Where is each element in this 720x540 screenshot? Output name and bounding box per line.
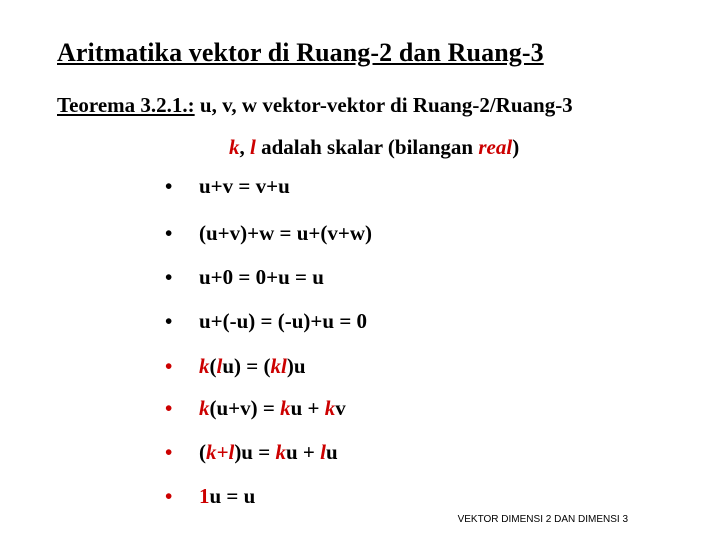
scalar-definition: [229, 135, 519, 160]
law-part: u = u: [209, 484, 256, 508]
law-text: u+0 = 0+u = u: [199, 265, 324, 289]
law-item: [165, 174, 665, 204]
law-part: k: [280, 396, 291, 420]
law-text: [199, 354, 306, 379]
law-part: k: [199, 354, 210, 378]
law-part: 1: [199, 484, 210, 508]
law-text: [199, 396, 346, 421]
theorem-label: Teorema 3.2.1.:: [57, 93, 195, 117]
law-item: [165, 221, 665, 251]
scalar-l: l: [250, 135, 256, 159]
bullet-icon: •: [165, 354, 173, 378]
law-item: [165, 440, 665, 470]
law-part: )u =: [234, 440, 276, 464]
theorem-line: [57, 93, 573, 118]
bullet-icon: •: [165, 484, 173, 508]
law-part: k: [275, 440, 286, 464]
law-part: )u: [286, 354, 306, 378]
theorem-statement: u, v, w vektor-vektor di Ruang-2/Ruang-3: [194, 93, 573, 117]
law-part: u +: [290, 396, 325, 420]
footer-text: VEKTOR DIMENSI 2 DAN DIMENSI 3: [457, 514, 628, 525]
law-part: v: [335, 396, 346, 420]
scalar-text: adalah skalar (bilangan: [255, 135, 479, 159]
law-part: u: [325, 440, 338, 464]
bullet-icon: •: [165, 440, 173, 464]
bullet-icon: •: [165, 174, 173, 198]
scalar-close: ): [512, 135, 520, 159]
law-part: l: [216, 354, 223, 378]
law-item: [165, 484, 665, 514]
law-text: u+(-u) = (-u)+u = 0: [199, 309, 368, 333]
law-part: k: [199, 396, 210, 420]
slide-title: Aritmatika vektor di Ruang-2 dan Ruang-3: [57, 38, 544, 67]
law-part: l: [320, 440, 326, 464]
law-part: u +: [285, 440, 321, 464]
scalar-k: k: [229, 135, 240, 159]
law-text: [199, 484, 255, 509]
bullet-icon: •: [165, 309, 173, 333]
law-text: u+v = v+u: [199, 174, 290, 198]
law-part: kl: [270, 354, 287, 378]
law-part: (: [209, 354, 217, 378]
law-part: u) = (: [222, 354, 271, 378]
bullet-icon: •: [165, 265, 173, 289]
law-text: (u+v)+w = u+(v+w): [199, 221, 372, 245]
law-part: k: [324, 396, 336, 420]
bullet-icon: •: [165, 221, 173, 245]
law-text: [199, 440, 338, 465]
scalar-real: real: [478, 135, 513, 159]
law-item: [165, 265, 665, 295]
law-part: (: [199, 440, 206, 464]
law-item: [165, 354, 665, 384]
law-item: [165, 396, 665, 426]
bullet-icon: •: [165, 396, 173, 420]
scalar-separator: ,: [239, 135, 250, 159]
law-part: (u+v) =: [209, 396, 281, 420]
law-item: [165, 309, 665, 339]
law-part: k+l: [206, 440, 235, 464]
